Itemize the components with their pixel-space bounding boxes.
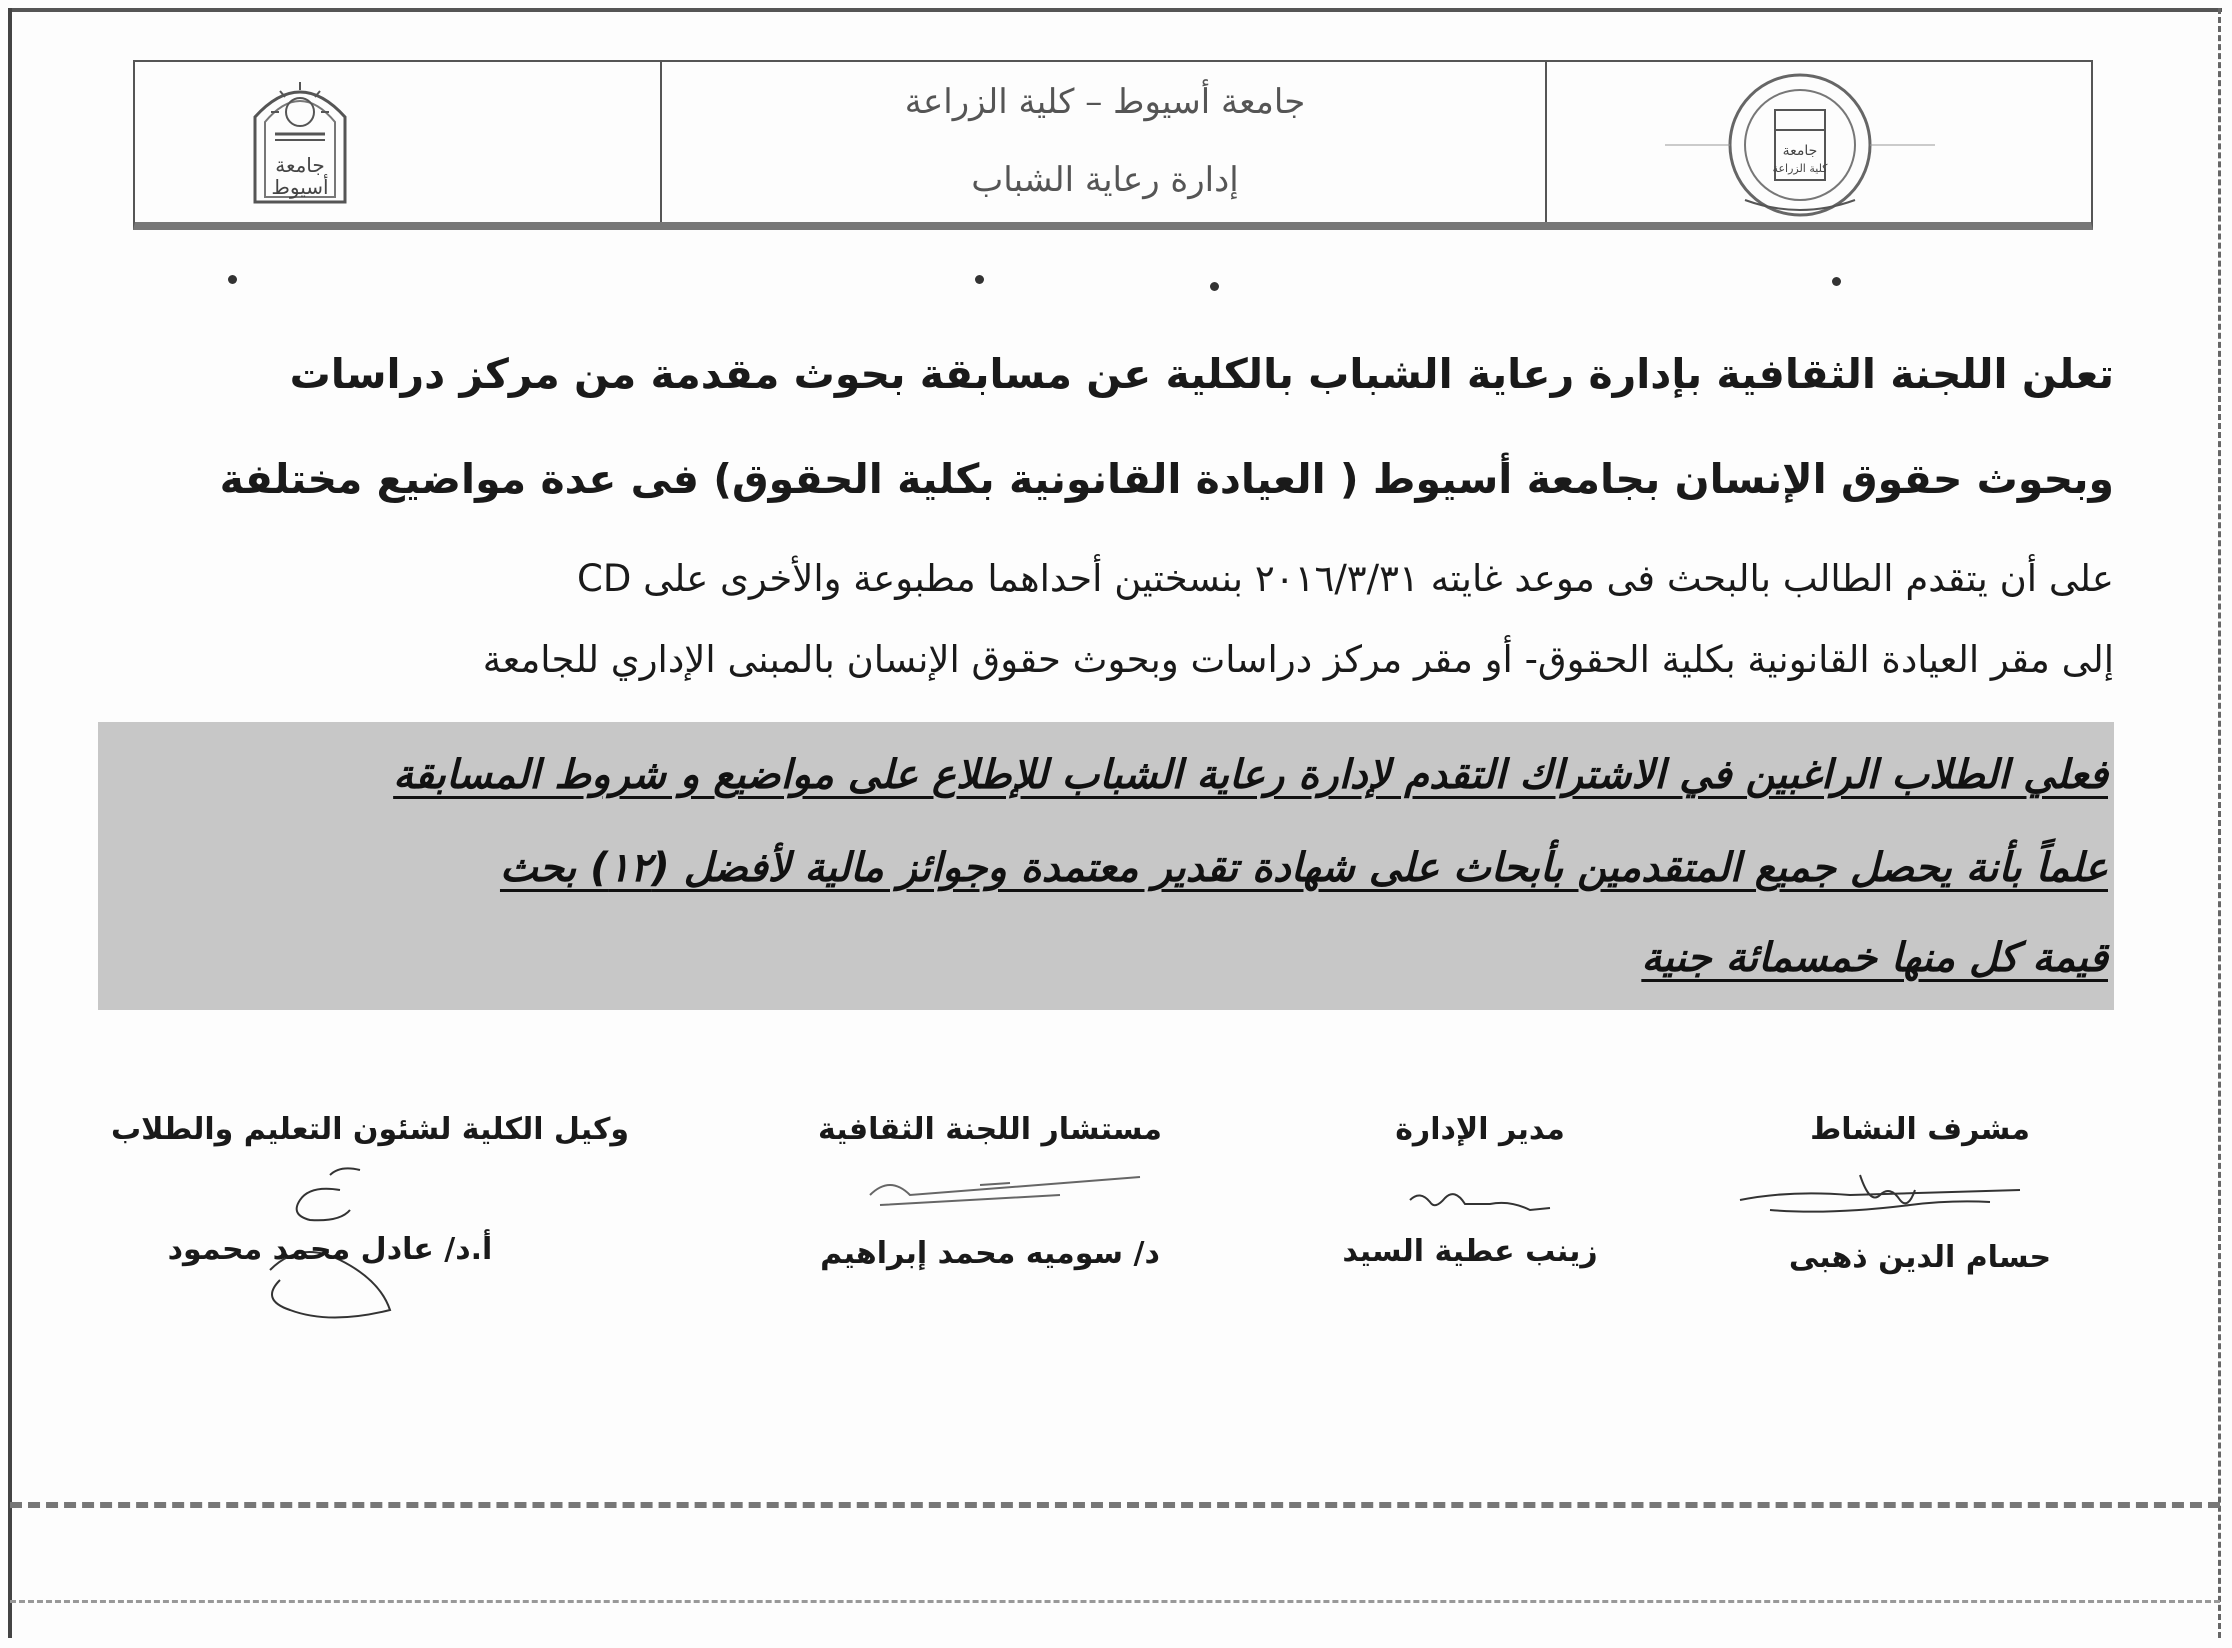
frame-border-left (8, 8, 12, 1638)
header-subtitle: إدارة رعاية الشباب (971, 160, 1239, 200)
header-divider (1545, 62, 1547, 222)
notice-line-3: قيمة كل منها خمسمائة جنية (1641, 935, 2108, 981)
body-line-2: وبحوث حقوق الإنسان بجامعة أسيوط ( العيادة القانونية بكلية الحقوق) فى عدة مواضيع مختلفة (219, 455, 2114, 503)
letterhead (133, 60, 2093, 230)
signature-name-activity-supervisor: حسام الدين ذهبى (1788, 1240, 2052, 1275)
svg-text:كلية الزراعة: كلية الزراعة (1772, 162, 1828, 175)
signature-title-cultural-advisor: مستشار اللجنة الثقافية (818, 1112, 1162, 1147)
body-line-1: تعلن اللجنة الثقافية بإدارة رعاية الشباب بالكلية عن مسابقة بحوث مقدمة من مركز دراسات (289, 350, 2114, 398)
header-divider (660, 62, 662, 222)
signature-scribble (1390, 1170, 1570, 1240)
signature-title-activity-supervisor: مشرف النشاط (1810, 1112, 2030, 1147)
frame-border-bottom-outer (10, 1600, 2220, 1603)
notice-line-2: علماً بأنة يحصل جميع المتقدمين بأبحاث على شهادة تقدير معتمدة وجوائز مالية لأفضل (١٢) بحث (499, 845, 2108, 891)
header-title: جامعة أسيوط – كلية الزراعة (904, 82, 1306, 122)
svg-text:جامعة: جامعة (1782, 143, 1818, 159)
signature-name-cultural-advisor: د/ سوميه محمد إبراهيم (820, 1236, 1160, 1271)
signature-title-director: مدير الإدارة (1395, 1112, 1565, 1147)
frame-border-bottom (10, 1502, 2220, 1508)
signature-scribble (1730, 1160, 2030, 1240)
faculty-seal (1635, 70, 1965, 220)
signature-scribble (860, 1165, 1150, 1225)
notice-line-1: فعلي الطلاب الراغبين في الاشتراك التقدم لإدارة رعاية الشباب للإطلاع على مواضيع و شروط المسابقة (393, 752, 2108, 798)
signature-title-vice-dean: وكيل الكلية لشئون التعليم والطلاب (110, 1112, 630, 1147)
signature-name-vice-dean: أ.د/ عادل محمد محمود (167, 1232, 493, 1267)
body-line-3: على أن يتقدم الطالب بالبحث فى موعد غايته ٢٠١٦/٣/٣١ بنسختين أحداهما مطبوعة والأخرى على CD (577, 557, 2114, 600)
university-logo (235, 72, 365, 212)
svg-text:أسيوط: أسيوط (271, 175, 329, 199)
frame-border-top (10, 8, 2222, 12)
frame-border-right (2218, 8, 2221, 1638)
body-line-4: إلى مقر العيادة القانونية بكلية الحقوق- أو مقر مركز دراسات وبحوث حقوق الإنسان بالمبنى الإداري للجامعة (482, 638, 2114, 681)
signature-name-director: زينب عطية السيد (1342, 1234, 1598, 1269)
svg-text:جامعة: جامعة (275, 153, 325, 177)
